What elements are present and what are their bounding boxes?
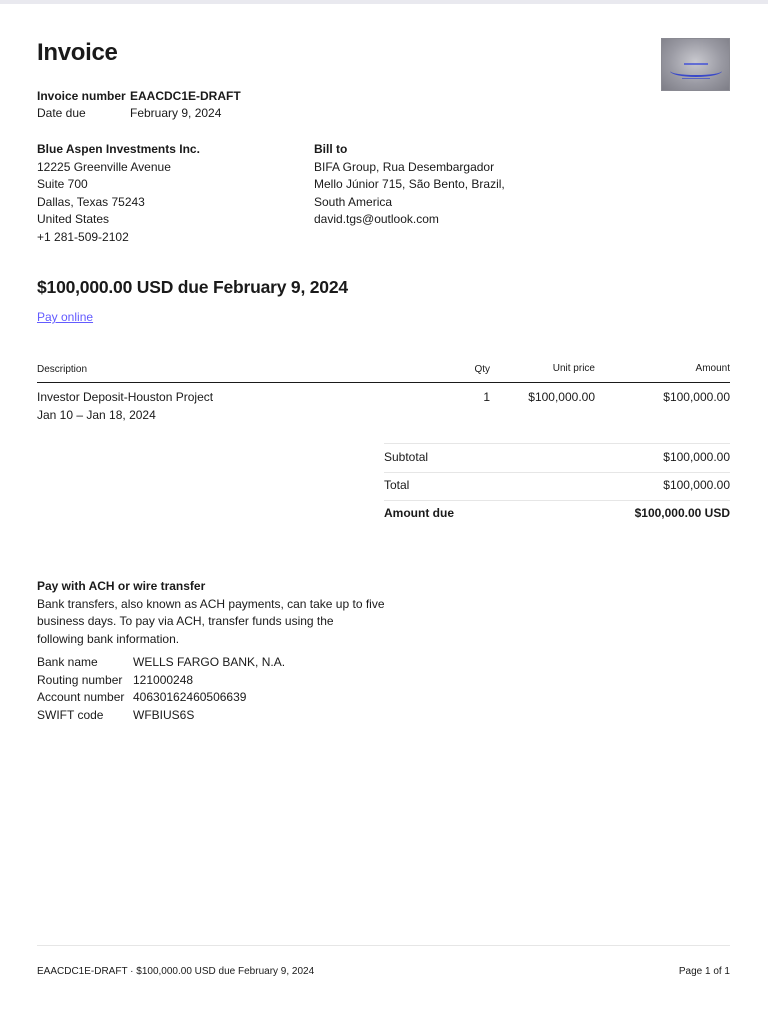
table-header-rule	[37, 382, 730, 383]
account-number-label: Account number	[37, 690, 125, 704]
bank-field-labels	[37, 654, 124, 724]
col-header-unit-price: Unit price	[552, 363, 595, 374]
bank-name-value: WELLS FARGO BANK, N.A.	[133, 655, 286, 669]
subtotal-label: Subtotal	[384, 450, 429, 464]
from-line: United States	[37, 212, 110, 226]
item-qty: 1	[483, 390, 490, 404]
amount-due-label: Amount due	[384, 506, 454, 520]
from-line: +1 281-509-2102	[37, 229, 129, 244]
footer-rule	[37, 945, 730, 946]
page-number: Page 1 of 1	[678, 966, 730, 977]
item-description: Investor Deposit-Houston Project	[37, 390, 214, 404]
logo-arc	[670, 65, 722, 77]
bill-to-line: BIFA Group, Rua Desembargador	[314, 159, 495, 174]
payment-description-line: following bank information.	[37, 631, 180, 646]
item-period: Jan 10 – Jan 18, 2024	[37, 407, 156, 422]
date-due-label: Date due	[37, 106, 86, 120]
invoice-title: Invoice	[37, 39, 118, 66]
bill-to-label: Bill to	[314, 142, 348, 156]
bank-name-label: Bank name	[37, 655, 98, 669]
swift-code-value: WFBIUS6S	[133, 707, 195, 722]
swift-code-label: SWIFT code	[37, 707, 104, 722]
totals-rule	[384, 472, 730, 473]
account-number-value: 40630162460506639	[133, 690, 247, 704]
col-header-qty: Qty	[474, 364, 490, 375]
from-line: 12225 Greenville Avenue	[37, 159, 171, 174]
payment-title: Pay with ACH or wire transfer	[37, 579, 206, 593]
item-unit-price: $100,000.00	[528, 390, 595, 404]
footer-summary: EAACDC1E-DRAFT · $100,000.00 USD due February 9, 2024	[37, 966, 315, 977]
amount-due-heading: $100,000.00 USD due February 9, 2024	[37, 277, 348, 297]
bill-to-line: david.tgs@outlook.com	[314, 212, 439, 226]
date-due: February 9, 2024	[130, 106, 222, 120]
total-label: Total	[384, 478, 410, 492]
invoice-number-label: Invoice number	[37, 89, 126, 103]
bill-to-line: South America	[314, 194, 393, 209]
company-logo-image	[661, 38, 730, 91]
totals-rule	[384, 500, 730, 501]
routing-number-value: 121000248	[133, 672, 194, 687]
from-name: Blue Aspen Investments Inc.	[37, 142, 200, 156]
from-line: Suite 700	[37, 177, 88, 191]
col-header-description: Description	[37, 364, 88, 375]
total-value: $100,000.00	[663, 478, 730, 492]
logo-underline	[682, 78, 710, 79]
bill-to-address	[314, 141, 505, 229]
bank-field-values	[133, 654, 285, 724]
payment-description-line: business days. To pay via ACH, transfer funds using the	[37, 614, 334, 628]
from-line: Dallas, Texas 75243	[37, 194, 145, 209]
top-bar	[0, 0, 768, 4]
routing-number-label: Routing number	[37, 672, 123, 687]
payment-instructions	[37, 578, 385, 648]
amount-due-value: $100,000.00 USD	[634, 506, 730, 520]
item-amount: $100,000.00	[663, 390, 730, 404]
col-header-amount: Amount	[695, 363, 730, 374]
from-address	[37, 141, 200, 246]
subtotal-value: $100,000.00	[663, 450, 730, 464]
table-row	[37, 389, 213, 424]
totals-rule	[384, 443, 730, 444]
invoice-number: EAACDC1E-DRAFT	[130, 89, 241, 103]
bill-to-line: Mello Júnior 715, São Bento, Brazil,	[314, 177, 505, 191]
payment-description-line: Bank transfers, also known as ACH payments, can take up to five	[37, 596, 385, 611]
pay-online-link[interactable]: Pay online	[37, 310, 94, 324]
